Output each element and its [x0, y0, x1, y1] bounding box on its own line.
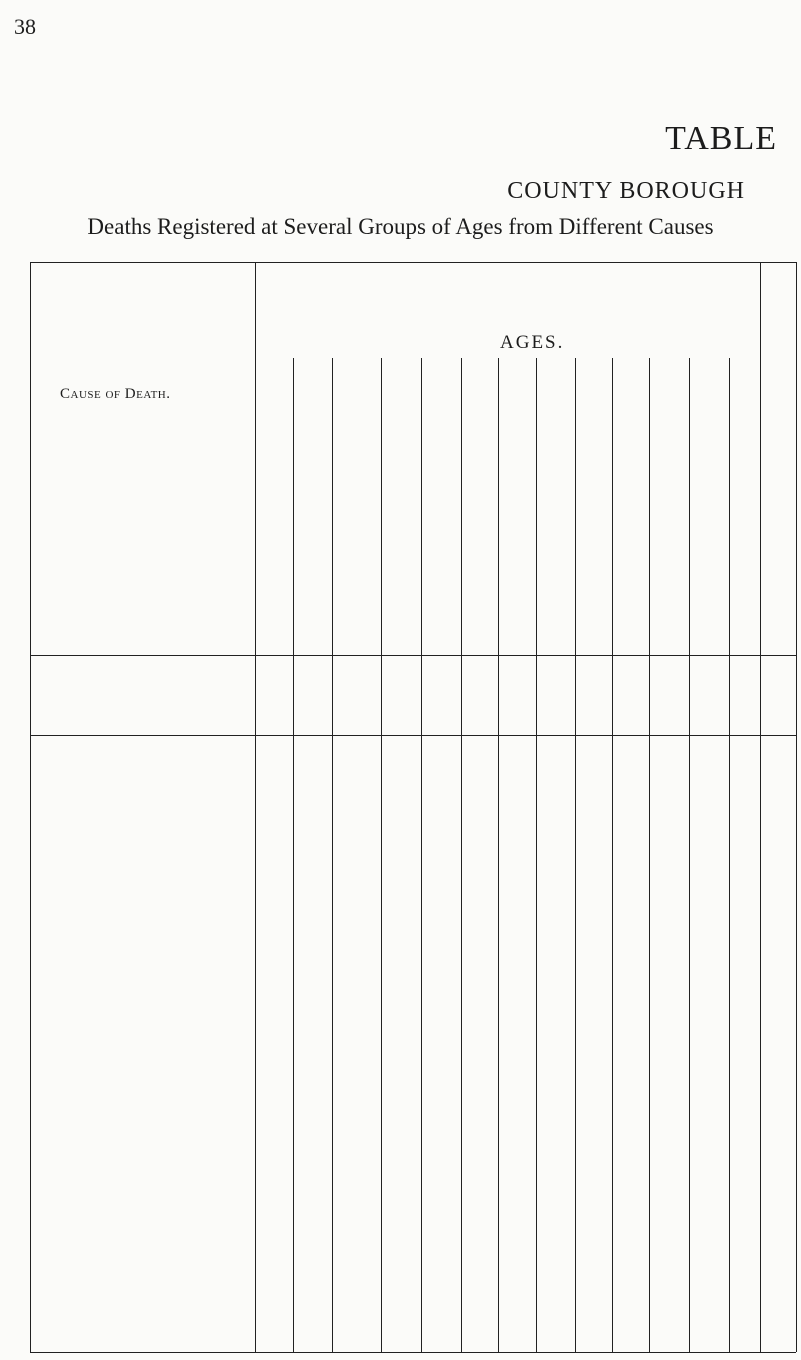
column-header — [255, 330, 293, 410]
column-header — [381, 330, 421, 410]
page-number: 38 — [14, 14, 36, 39]
column-header — [332, 330, 381, 400]
column-rule — [649, 358, 650, 1352]
totals-top-rule — [30, 655, 796, 656]
column-rule — [293, 358, 294, 1352]
column-header — [729, 330, 760, 410]
column-header — [536, 330, 575, 410]
borough-heading: COUNTY BOROUGH — [507, 178, 745, 204]
column-rule — [729, 358, 730, 1352]
column-header — [461, 330, 498, 410]
table-subtitle: Deaths Registered at Several Groups of Ages from Different Causes — [87, 214, 714, 239]
column-header — [498, 330, 536, 410]
cause-column-rule — [255, 262, 256, 1352]
column-header — [421, 330, 461, 410]
column-rule — [461, 358, 462, 1352]
column-header — [612, 330, 649, 410]
column-rule — [498, 358, 499, 1352]
column-header — [649, 330, 689, 410]
table-heading: TABLE — [665, 120, 777, 157]
column-rule — [421, 358, 422, 1352]
table-top-border — [30, 262, 796, 263]
totals-column-rule — [760, 262, 761, 1352]
column-rule — [381, 358, 382, 1352]
column-rule — [332, 358, 333, 1352]
column-rule — [536, 358, 537, 1352]
ages-heading: AGES. — [500, 332, 565, 353]
column-rule — [689, 358, 690, 1352]
column-header — [575, 330, 612, 410]
column-header — [689, 330, 729, 410]
column-rule — [612, 358, 613, 1352]
table-bottom-border — [30, 1352, 796, 1353]
table-left-border — [30, 262, 31, 1352]
totals-header — [760, 322, 796, 402]
column-rule — [575, 358, 576, 1352]
column-header — [293, 330, 332, 410]
table-right-border — [796, 262, 797, 1352]
cause-of-death-heading: Cause of Death. — [60, 386, 171, 402]
totals-bottom-rule — [30, 735, 796, 736]
